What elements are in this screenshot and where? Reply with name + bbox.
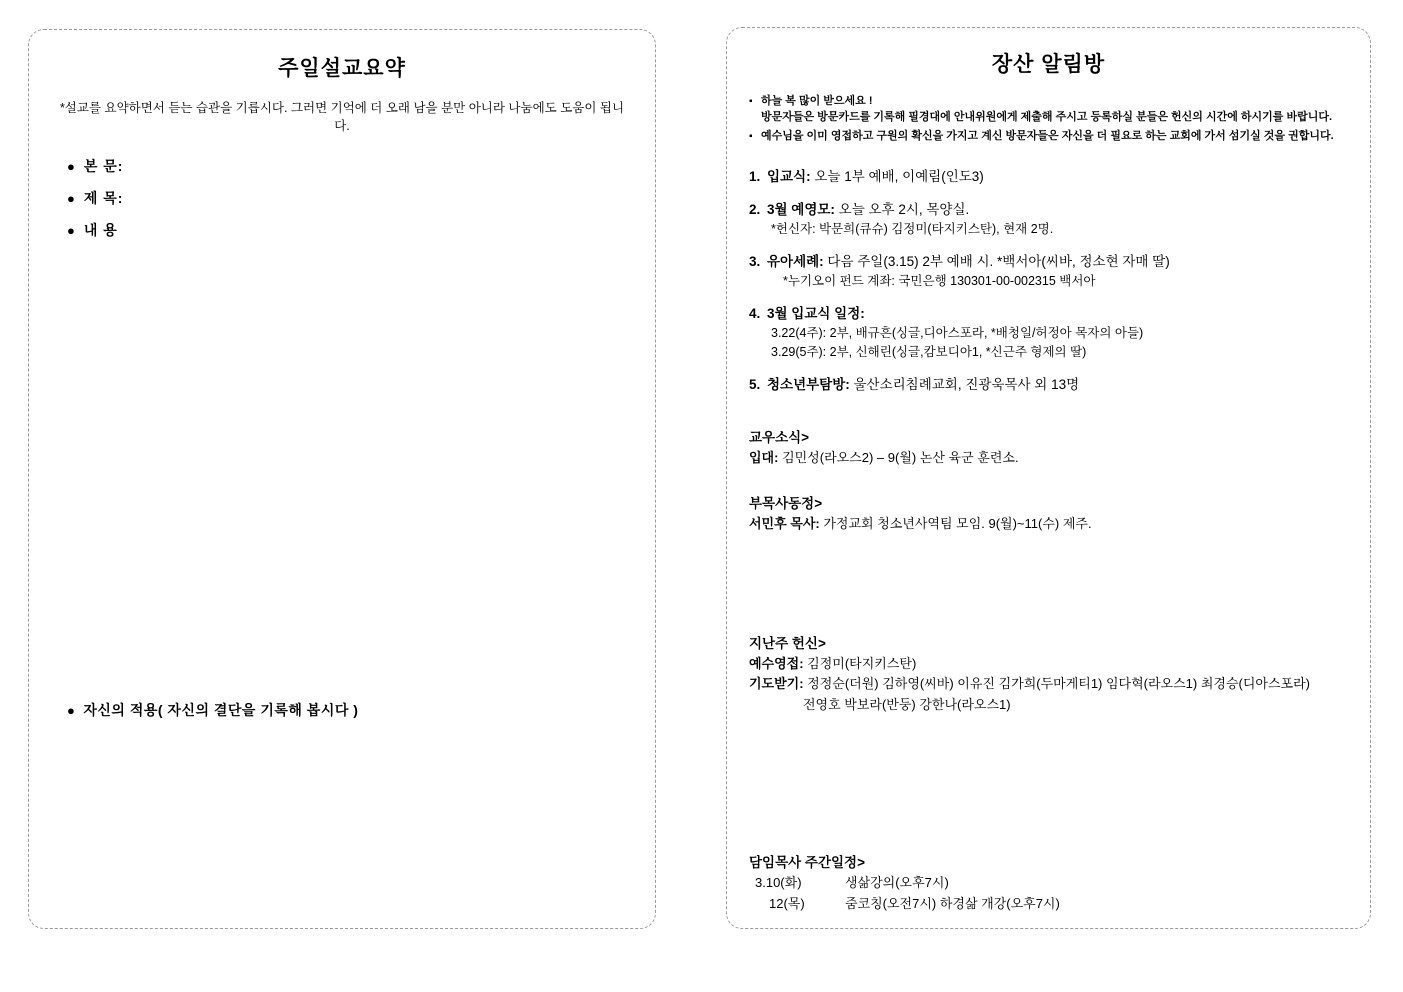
announcement-item-5	[749, 375, 1348, 395]
schedule-heading: 담임목사 주간일정>	[749, 854, 865, 870]
bullet-dot-icon: ●	[67, 159, 76, 174]
item-rest-2: 오늘 오후 2시, 목양실.	[834, 202, 970, 218]
section-line-text-1-0: 가정교회 청소년사역팀 모임. 9(월)~11(수) 제주.	[819, 516, 1092, 532]
section-associate-pastor	[749, 492, 1348, 534]
left-bullet-label-2: 내 용	[83, 222, 118, 238]
item-head-2: 3월 예영모:	[767, 202, 835, 218]
notice-row-1	[749, 129, 1348, 145]
spacer	[749, 813, 1348, 851]
schedule-row-1	[749, 894, 1348, 915]
announcements-panel	[726, 27, 1371, 929]
left-bullet-label-1: 제 목:	[83, 190, 124, 206]
left-bullet-label-0: 본 문:	[83, 158, 124, 174]
section-line-2-0	[749, 654, 1348, 674]
item-sub-4-0: 3.22(4주): 2부, 배규흔(싱글,디아스포라, *배청일/허정아 목자의 아들)	[771, 326, 1144, 341]
notice-block	[749, 94, 1348, 145]
section-line-label-0-0: 입대:	[749, 450, 779, 466]
item-index-3: 3.	[749, 254, 761, 270]
notice-line-1-main: 예수님을 이미 영접하고 구원의 확신을 가지고 계신 방문자들은 자신을 더 필요로 하는 교회에 가서 섬기실 것을 권합니다.	[761, 129, 1334, 142]
left-page-title: 주일설교요약	[278, 57, 406, 80]
section-line-1-0	[749, 514, 1348, 534]
section-line-0-0	[749, 448, 1348, 468]
bullet-dot-icon: ●	[67, 191, 76, 206]
notice-line-0-1: 하늘 복 많이 받으세요 !	[761, 95, 873, 107]
schedule-desc-0: 생삶강의(오후7시)	[845, 874, 949, 890]
spacer	[749, 149, 1348, 167]
spacer	[749, 540, 1348, 632]
item-head-4: 3월 입교식 일정:	[767, 306, 865, 322]
item-head-1: 입교식:	[767, 168, 811, 184]
section-pastor-schedule	[749, 851, 1348, 915]
item-index-5: 5.	[749, 376, 761, 392]
bullet-dot-icon: ●	[67, 703, 76, 718]
item-sub-2-0: *헌신자: 박문희(큐슈) 김정미(타지키스탄), 현재 2명.	[771, 222, 1054, 237]
schedule-desc-1: 줌코칭(오전7시) 하경삶 개강(오후7시)	[845, 895, 1060, 911]
spacer	[749, 474, 1348, 492]
left-bullet-topic	[55, 188, 629, 208]
section-heading-0: 교우소식>	[749, 430, 810, 446]
item-head-5: 청소년부탐방:	[767, 376, 850, 392]
section-line-text-2-2: 전영호 박보라(반둥) 강한나(라오스1)	[803, 696, 1011, 712]
section-line-label-2-1: 기도받기:	[749, 676, 804, 692]
section-line-text-2-1: 정정순(더원) 김하영(씨바) 이유진 김가희(두마게티1) 임다혁(라오스1) 최경승(디아스포라)	[803, 676, 1310, 692]
notice-text-1	[761, 129, 1348, 145]
item-head-3: 유아세례:	[767, 254, 824, 270]
announcement-item-2	[749, 200, 1348, 239]
section-line-2-2	[749, 695, 1348, 715]
schedule-date-0: 3.10(화)	[755, 874, 802, 890]
notice-text-0	[761, 94, 1348, 126]
section-member-news	[749, 426, 1348, 468]
spacer	[749, 721, 1348, 813]
schedule-row-0	[749, 873, 1348, 894]
bullet-dot-icon: ●	[67, 223, 76, 238]
star-icon: ▪	[749, 130, 753, 142]
section-line-label-2-0: 예수영접:	[749, 656, 804, 672]
item-index-1: 1.	[749, 168, 761, 184]
star-icon: ▪	[749, 96, 753, 107]
sermon-summary-panel	[28, 29, 656, 929]
section-line-label-1-0: 서민후 목사:	[749, 516, 820, 532]
section-line-2-1	[749, 674, 1348, 694]
left-bullet-scripture	[55, 156, 629, 176]
section-line-text-2-0: 김정미(타지키스탄)	[803, 656, 917, 672]
notice-row-0	[749, 94, 1348, 126]
left-apply-line	[67, 700, 358, 720]
announcement-item-1	[749, 167, 1348, 187]
item-rest-5: 울산소리침례교회, 진광욱목사 외 13명	[849, 376, 1080, 392]
notice-line-0-2: 방문자들은 방문카드를 기록해 필경대에 안내위원에게 제출해 주시고 등록하실 분들은 헌신의 시간에 하시기를 바랍니다.	[761, 110, 1333, 123]
announcement-item-4	[749, 304, 1348, 362]
left-bullet-content	[55, 220, 629, 240]
section-last-week-dedication	[749, 632, 1348, 714]
schedule-date-1: 12(목)	[769, 895, 805, 911]
right-page-title: 장산 알림방	[991, 53, 1106, 76]
section-line-text-0-0: 김민성(라오스2) – 9(월) 논산 육군 훈련소.	[778, 450, 1019, 466]
item-rest-3: 다음 주일(3.15) 2부 예배 시. *백서아(씨바, 정소현 자매 딸)	[823, 254, 1170, 270]
item-index-4: 4.	[749, 306, 761, 322]
announcement-item-3	[749, 252, 1348, 291]
section-heading-1: 부목사동정>	[749, 496, 823, 512]
item-sub-3-0: *누기오이 펀드 계좌: 국민은행 130301-00-002315 백서아	[783, 274, 1096, 289]
left-apply-label: 자신의 적용( 자신의 결단을 기록해 봅시다 )	[83, 702, 359, 718]
item-index-2: 2.	[749, 202, 761, 218]
spacer	[749, 408, 1348, 426]
section-heading-2: 지난주 헌신>	[749, 636, 826, 652]
item-sub-4-1: 3.29(5주): 2부, 신해린(싱글,캄보디아1, *신근주 형제의 딸)	[771, 345, 1087, 360]
item-rest-1: 오늘 1부 예배, 이예림(인도3)	[810, 168, 984, 184]
left-note-text: *설교를 요약하면서 듣는 습관을 기릅시다. 그러면 기억에 더 오래 남을 분만 아니라 나눔에도 도움이 됩니다.	[59, 101, 625, 133]
